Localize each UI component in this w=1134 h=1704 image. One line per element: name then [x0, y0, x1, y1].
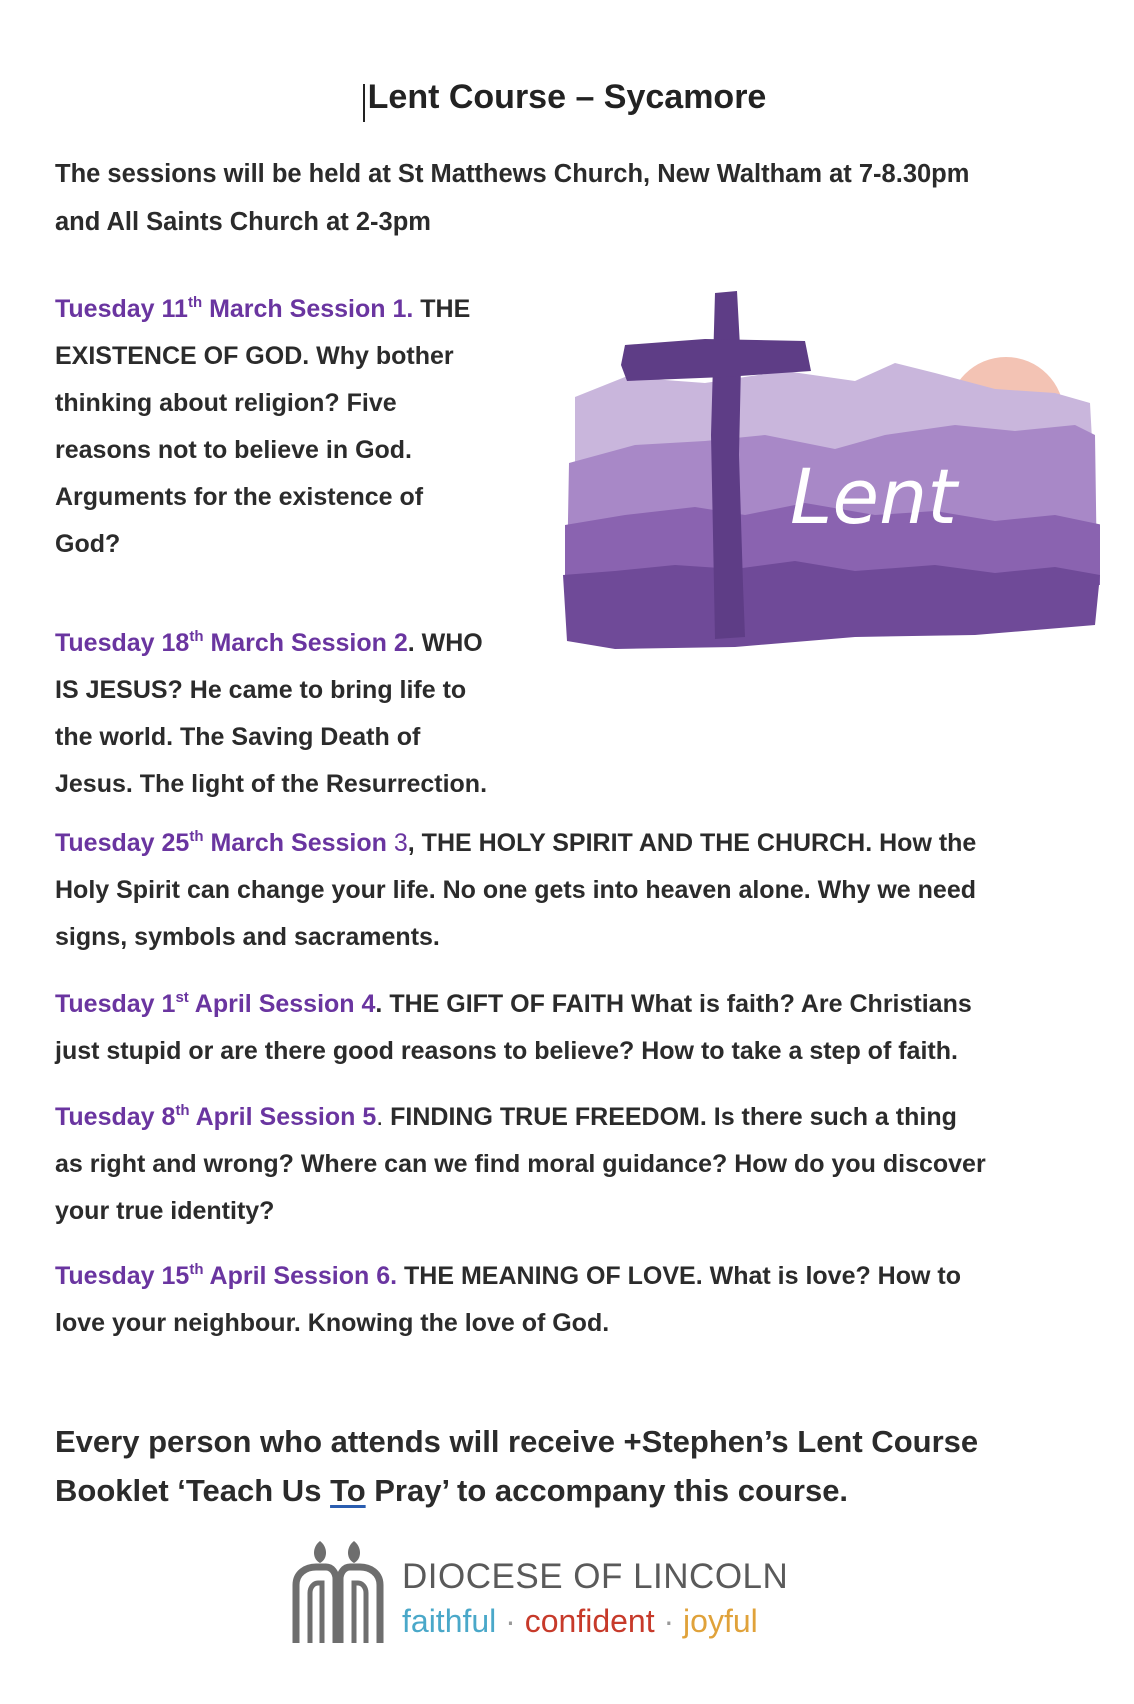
diocese-tagline: faithful · confident · joyful — [402, 1603, 758, 1639]
session-1-line-2: EXISTENCE OF GOD. Why bother — [55, 342, 454, 370]
session-1-line-1: Tuesday 11th March Session 1. THE — [55, 294, 471, 323]
diocese-logo — [292, 1537, 802, 1657]
session-3-heading: Tuesday 25th March Session 3 — [55, 828, 408, 857]
lent-word: Lent — [790, 452, 958, 541]
intro-line-1: The sessions will be held at St Matthews Church, New Waltham at 7-8.30pm — [55, 160, 970, 188]
session-6-heading: Tuesday 15th April Session 6. — [55, 1261, 398, 1290]
session-6 — [55, 1253, 1085, 1347]
session-6-line-1: Tuesday 15th April Session 6. THE MEANING OF LOVE. What is love? How to — [55, 1261, 961, 1290]
closing-paragraph — [55, 1417, 1095, 1515]
session-1-line-5: Arguments for the existence of — [55, 483, 424, 511]
session-1-line-3: thinking about religion? Five — [55, 389, 397, 417]
session-6-line-2: love your neighbour. Knowing the love of God. — [55, 1309, 610, 1337]
session-2-line-2: IS JESUS? He came to bring life to — [55, 676, 467, 704]
session-1-heading: Tuesday 11th March Session 1. — [55, 294, 414, 323]
session-4-line-2: just stupid or are there good reasons to believe? How to take a step of faith. — [55, 1037, 958, 1065]
intro-line-2: and All Saints Church at 2-3pm — [55, 208, 431, 236]
session-1-line-4: reasons not to believe in God. — [55, 436, 413, 464]
closing-line-2: Booklet ‘Teach Us To Pray’ to accompany this course. — [55, 1473, 849, 1508]
session-4-line-1: Tuesday 1st April Session 4. THE GIFT OF FAITH What is faith? Are Christians — [55, 989, 972, 1018]
session-3-line-2: Holy Spirit can change your life. No one gets into heaven alone. Why we need — [55, 876, 977, 904]
intro-paragraph — [55, 150, 1085, 246]
session-5-line-3: your true identity? — [55, 1197, 275, 1225]
session-4-heading: Tuesday 1st April Session 4 — [55, 989, 376, 1018]
session-5-line-1: Tuesday 8th April Session 5. FINDING TRUE FREEDOM. Is there such a thing — [55, 1102, 957, 1131]
page-title: Lent Course – Sycamore — [367, 78, 767, 116]
closing-underlined-word: To — [330, 1473, 366, 1508]
session-3-line-3: signs, symbols and sacraments. — [55, 923, 440, 951]
session-1-line-6: God? — [55, 530, 121, 558]
session-5-line-2: as right and wrong? Where can we find moral guidance? How do you discover — [55, 1150, 986, 1178]
lent-cross-image — [555, 285, 1100, 670]
session-2-line-3: the world. The Saving Death of — [55, 723, 421, 751]
session-3 — [55, 820, 1085, 961]
diocese-name: DIOCESE OF LINCOLN — [402, 1557, 789, 1596]
session-2-heading: Tuesday 18th March Session 2 — [55, 628, 408, 657]
session-5-heading: Tuesday 8th April Session 5 — [55, 1102, 377, 1131]
session-4 — [55, 981, 1085, 1075]
closing-line-1: Every person who attends will receive +Stephen’s Lent Course — [55, 1424, 979, 1459]
session-2-line-4: Jesus. The light of the Resurrection. — [55, 770, 488, 798]
session-2-line-1: Tuesday 18th March Session 2. WHO — [55, 628, 483, 657]
session-1 — [55, 286, 525, 568]
session-3-line-1: Tuesday 25th March Session 3, THE HOLY SPIRIT AND THE CHURCH. How the — [55, 828, 977, 857]
session-2 — [55, 620, 555, 808]
session-5 — [55, 1094, 1085, 1235]
cathedral-doors-icon — [292, 1537, 384, 1647]
